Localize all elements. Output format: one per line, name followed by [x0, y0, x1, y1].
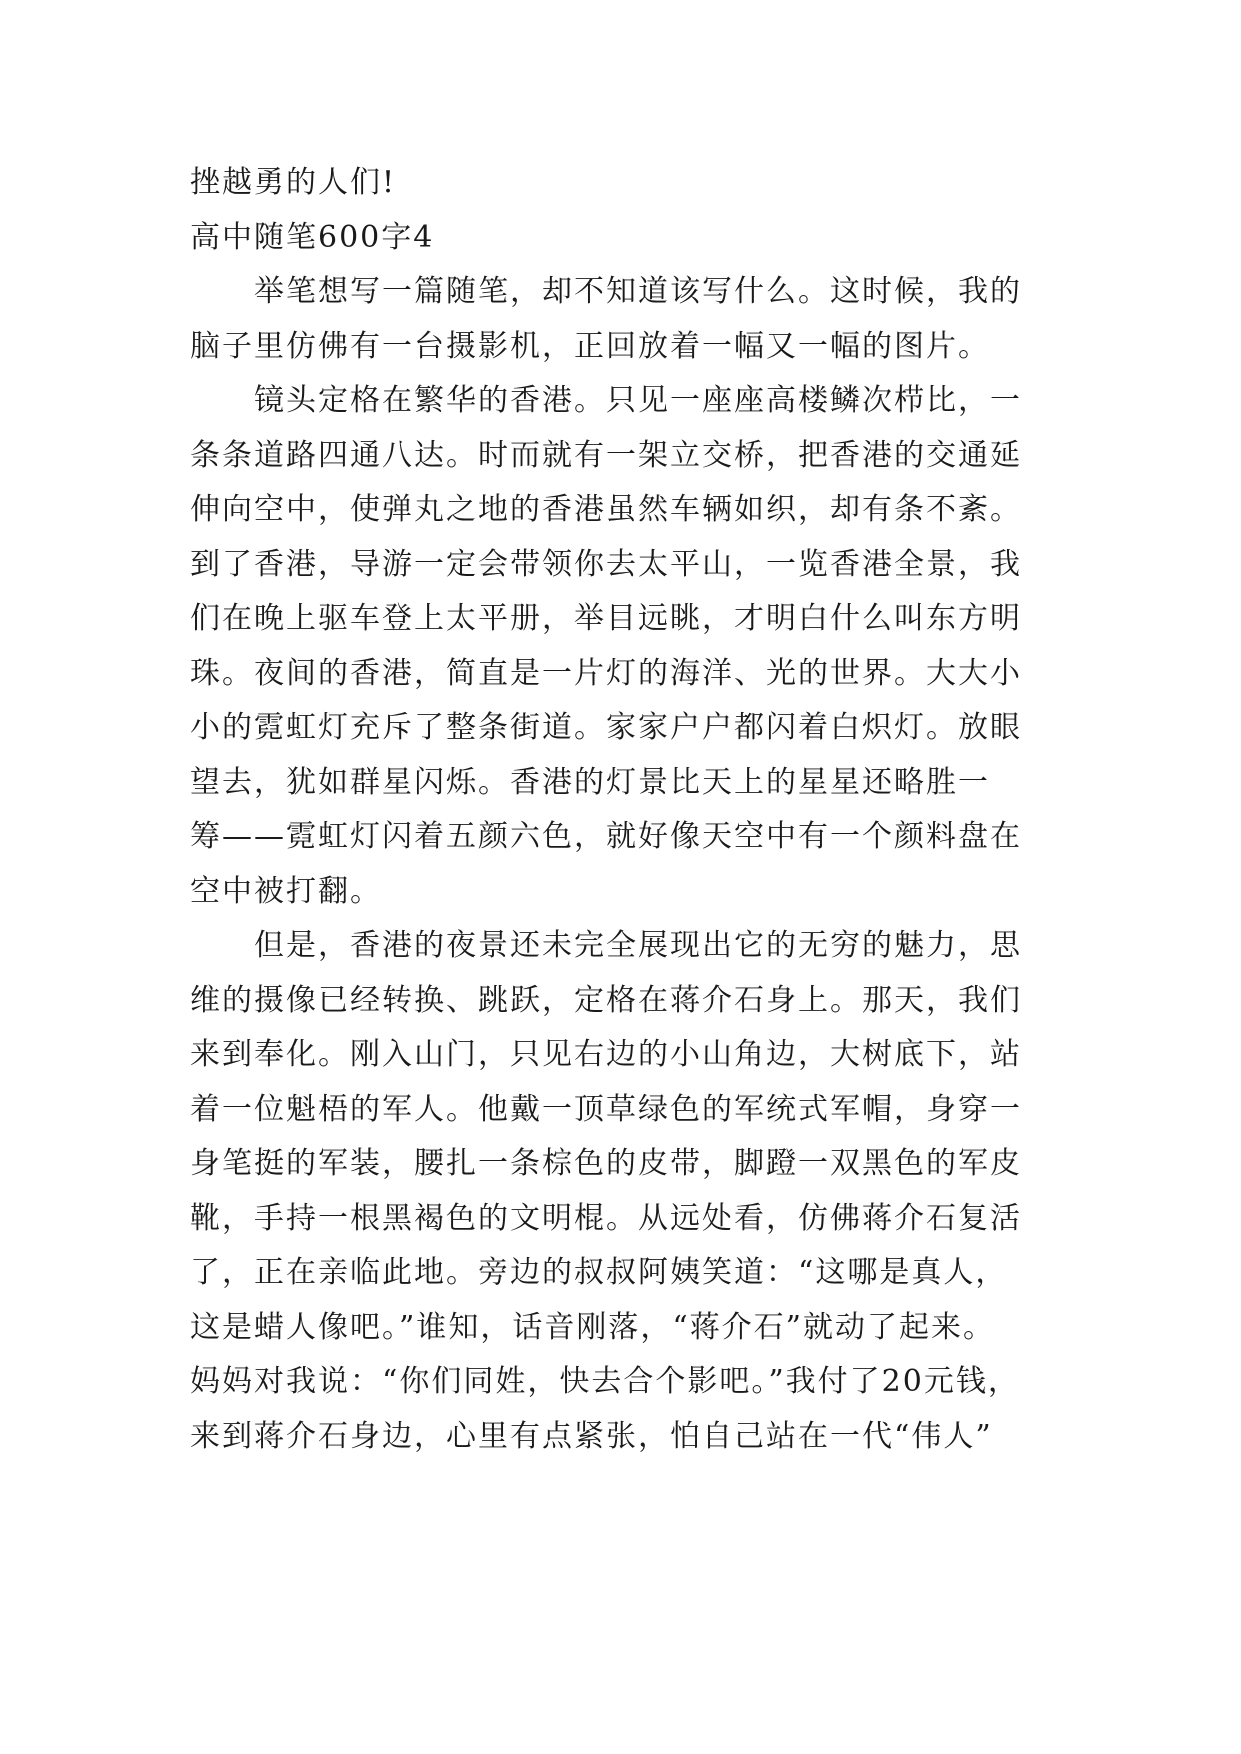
- text-line: 来到蒋介石身边，心里有点紧张，怕自己站在一代“伟人”: [190, 1418, 993, 1454]
- text-line: 小的霓虹灯充斥了整条街道。家家户户都闪着白炽灯。放眼: [190, 710, 1022, 745]
- section-heading: 高中随笔600字4: [190, 219, 435, 255]
- text-line: 妈妈对我说：“你们同姓，快去合个影吧。”我付了20元钱，: [190, 1364, 1020, 1399]
- text-line: 脑子里仿佛有一台摄影机，正回放着一幅又一幅的图片。: [190, 328, 990, 364]
- paragraph-first-line: 举笔想写一篇随笔，却不知道该写什么。这时候，我的: [254, 274, 1022, 309]
- paragraph-first-line: 但是，香港的夜景还未完全展现出它的无穷的魅力，思: [254, 928, 1022, 963]
- text-line: 空中被打翻。: [190, 873, 382, 909]
- text-line: 来到奉化。刚入山门，只见右边的小山角边，大树底下，站: [190, 1037, 1022, 1072]
- text-line: 挫越勇的人们!: [190, 165, 397, 200]
- text-line: 了，正在亲临此地。旁边的叔叔阿姨笑道：“这哪是真人，: [190, 1255, 1008, 1290]
- text-line: 这是蜡人像吧。”谁知，话音刚落，“蒋介石”就动了起来。: [190, 1309, 996, 1345]
- text-line: 身笔挺的军装，腰扎一条棕色的皮带，脚蹬一双黑色的军皮: [190, 1146, 1022, 1181]
- text-line: 伸向空中，使弹丸之地的香港虽然车辆如织，却有条不紊。: [190, 492, 1022, 527]
- text-line: 望去，犹如群星闪烁。香港的灯景比天上的星星还略胜一: [190, 764, 990, 800]
- text-line: 维的摄像已经转换、跳跃，定格在蒋介石身上。那天，我们: [190, 982, 1022, 1018]
- text-line: 筹——霓虹灯闪着五颜六色，就好像天空中有一个颜料盘在: [190, 819, 1022, 854]
- text-line: 靴，手持一根黑褐色的文明棍。从远处看，仿佛蒋介石复活: [190, 1200, 1022, 1236]
- paragraph-first-line: 镜头定格在繁华的香港。只见一座座高楼鳞次栉比，一: [254, 383, 1022, 418]
- text-line: 珠。夜间的香港，简直是一片灯的海洋、光的世界。大大小: [190, 655, 1022, 691]
- text-line: 着一位魁梧的军人。他戴一顶草绿色的军统式军帽，身穿一: [190, 1091, 1022, 1127]
- text-line: 条条道路四通八达。时而就有一架立交桥，把香港的交通延: [190, 437, 1022, 473]
- document-body: [190, 156, 1070, 1464]
- text-line: 们在晚上驱车登上太平册，举目远眺，才明白什么叫东方明: [190, 601, 1022, 636]
- text-line: 到了香港，导游一定会带领你去太平山，一览香港全景，我: [190, 546, 1022, 582]
